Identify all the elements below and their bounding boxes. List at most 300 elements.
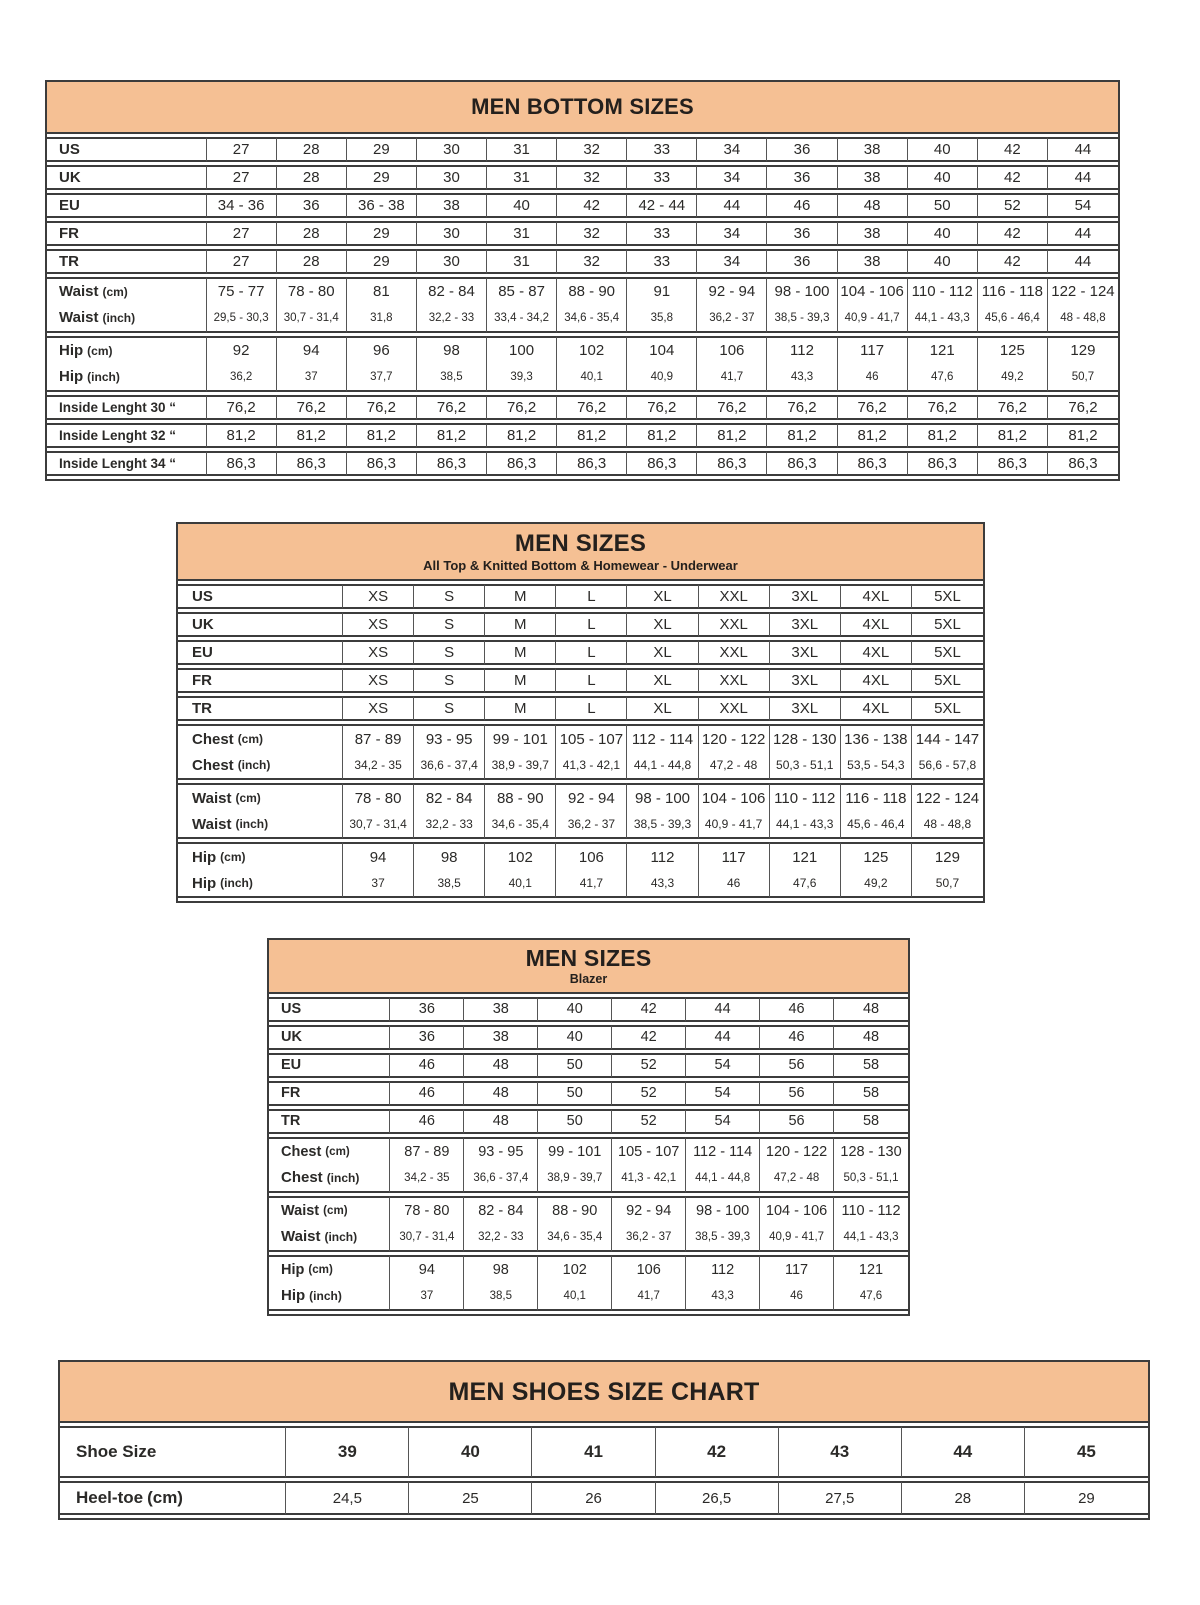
value-text: 48 - 48,8 [923,817,972,832]
value-cell [464,1196,538,1252]
value-text: 96 [373,342,390,360]
value-cell [770,783,841,839]
value-text: 136 - 138 [844,730,908,748]
value-cell: 86,3 [767,451,837,476]
row-label-cell [47,249,207,274]
value-text: 112 [790,342,814,360]
value-cell: 33 [627,165,697,190]
value-cell: 36 [767,137,837,162]
value-text: 38,9 - 39,7 [491,758,549,773]
row-label-cell [47,277,207,333]
value-cell: 81,2 [487,423,557,448]
value-cell [627,842,698,898]
table-title: MEN SIZES [525,945,652,971]
value-cell: 42 [612,997,686,1022]
value-cell: 86,3 [1048,451,1118,476]
row-label-cell [269,1025,390,1050]
row-label-cell [47,165,207,190]
value-cell: 46 [390,1109,464,1134]
row-label-unit: (cm) [147,1488,183,1507]
value-cell: 81,2 [1048,423,1118,448]
table-subtitle: Blazer [569,971,608,986]
row-label-unit: (cm) [87,343,113,358]
men-bottom-sizes-table [45,80,1120,481]
value-cell [908,336,978,392]
value-cell [699,783,770,839]
value-cell [390,1255,464,1311]
row-label-unit: (cm) [323,1204,348,1218]
value-cell: 86,3 [207,451,277,476]
value-text: 98 - 100 [774,283,830,301]
value-text: 122 - 124 [915,789,980,807]
value-cell [414,842,485,898]
row-label-text: Waist [281,1228,321,1246]
value-cell [612,1137,686,1193]
row-label-text: Hip [59,342,84,360]
value-text: 94 [369,848,387,866]
value-cell: 38 [838,165,908,190]
row-label-text: FR [192,672,212,690]
value-text: 36,2 [229,370,253,383]
value-cell [912,842,983,898]
table-row [269,1025,908,1050]
row-label-text: UK [192,616,214,634]
value-cell [414,724,485,780]
row-label-text: US [59,140,80,158]
value-text: 30,7 - 31,4 [349,817,407,832]
value-cell: 36 - 38 [347,193,417,218]
value-cell: 86,3 [627,451,697,476]
value-cell [1048,336,1118,392]
table-row [47,221,1118,246]
value-cell [686,1196,760,1252]
row-label-text: Waist [59,309,99,327]
value-cell: 28 [277,165,347,190]
row-label-text: UK [59,168,81,186]
value-cell: 42 [612,1025,686,1050]
value-text: 34,6 - 35,4 [491,817,549,832]
value-cell [487,277,557,333]
value-text: 30,7 - 31,4 [399,1230,455,1243]
value-text: 49,2 [864,876,888,891]
value-text: 98 [492,1261,509,1278]
value-cell: 48 [834,1025,908,1050]
value-cell: 25 [409,1481,532,1515]
value-text: 104 - 106 [840,283,904,301]
row-label-text: Chest [192,730,234,748]
value-cell [908,277,978,333]
row-label-cell [269,997,390,1022]
value-cell: S [414,612,485,637]
value-cell [485,783,556,839]
row-label-cell [47,221,207,246]
row-label-text: TR [192,700,212,718]
value-cell [207,277,277,333]
value-cell: 34 [697,137,767,162]
value-cell: L [556,696,627,721]
value-text: 106 [719,342,745,360]
value-cell [912,724,983,780]
value-text: 40,9 - 41,7 [769,1230,825,1243]
value-text: 40,9 - 41,7 [704,817,763,832]
value-cell: 36 [767,221,837,246]
value-text: 44,1 - 44,8 [695,1171,751,1184]
value-cell: M [485,584,556,609]
value-text: 31,8 [370,311,393,324]
row-label-text: Shoe Size [76,1442,157,1461]
value-text: 44,1 - 44,8 [633,758,692,773]
value-text: 88 - 90 [552,1202,598,1219]
value-text: 48 - 48,8 [1060,311,1106,324]
value-text: 30,7 - 31,4 [283,311,339,324]
value-cell: 76,2 [207,395,277,420]
value-text: 38,5 [437,876,461,891]
value-cell: 44 [1048,249,1118,274]
value-cell [612,1196,686,1252]
row-label-unit: (inch) [309,1288,342,1303]
value-text: 104 - 106 [701,789,766,807]
row-label-unit: (inch) [237,758,271,773]
value-text: 93 - 95 [478,1143,524,1160]
table-header [60,1362,1148,1423]
row-label-cell [269,1196,390,1252]
row-label-line [192,811,342,837]
row-label-unit: (inch) [324,1229,358,1244]
value-cell: 40 [487,193,557,218]
value-cell: S [414,584,485,609]
value-text: 50,7 [1071,370,1095,383]
table-row [47,249,1118,274]
value-cell: 81,2 [627,423,697,448]
value-cell: 26,5 [656,1481,779,1515]
value-cell [538,1196,612,1252]
value-text: 144 - 147 [915,730,980,748]
table-row [178,584,983,609]
value-cell [834,1255,908,1311]
row-label-cell [178,612,343,637]
value-cell [277,277,347,333]
value-cell: 86,3 [978,451,1048,476]
row-label-text: Chest [281,1143,322,1160]
row-label-line [281,1224,389,1250]
value-cell: XS [343,640,414,665]
value-text: 40,1 [508,876,532,891]
value-cell: 4XL [841,696,912,721]
value-text: 98 - 100 [634,789,691,807]
row-label-text: Waist [192,789,232,807]
value-text: 116 - 118 [981,283,1043,301]
value-text: 110 - 112 [911,283,973,301]
row-label-cell [178,724,343,780]
value-text: 106 [578,848,604,866]
value-text: 104 - 106 [765,1202,828,1219]
value-cell: 33 [627,137,697,162]
table-row [269,1137,908,1193]
value-cell: 44 [1048,137,1118,162]
value-cell: 52 [612,1109,686,1134]
row-label-cell [178,696,343,721]
value-cell: XL [627,696,698,721]
value-text: 82 - 84 [428,283,475,301]
value-text: 45,6 - 46,4 [847,817,905,832]
table-row [178,842,983,898]
row-label-cell [269,1109,390,1134]
value-cell [978,336,1048,392]
row-label-cell [269,1081,390,1106]
value-text: 50,3 - 51,1 [776,758,834,773]
row-label-line [192,752,342,778]
value-cell: 28 [277,221,347,246]
row-label-text: FR [281,1085,301,1102]
value-cell [556,842,627,898]
value-cell: XXL [699,640,770,665]
value-cell: 4XL [841,612,912,637]
value-cell: L [556,668,627,693]
value-cell: 50 [538,1109,612,1134]
table-row [47,451,1118,476]
row-label-cell [47,395,207,420]
value-text: 46 [726,876,741,891]
value-cell: 3XL [770,640,841,665]
value-cell: 5XL [912,696,983,721]
row-label-unit: (cm) [237,732,264,747]
value-text: 82 - 84 [478,1202,524,1219]
value-cell: XS [343,668,414,693]
value-cell: 32 [557,221,627,246]
value-text: 49,2 [1001,370,1024,383]
table-row [47,277,1118,333]
value-cell: 81,2 [207,423,277,448]
value-cell: 81,2 [978,423,1048,448]
row-label-cell [178,668,343,693]
value-cell [697,277,767,333]
row-label-text: Waist [59,283,99,301]
value-cell: 42 [978,221,1048,246]
value-cell: 38 [417,193,487,218]
value-cell [414,783,485,839]
value-cell: 76,2 [908,395,978,420]
value-cell [557,277,627,333]
value-cell: 30 [417,165,487,190]
value-cell: XXL [699,584,770,609]
value-cell: 44 [697,193,767,218]
value-cell [612,1255,686,1311]
table-row [178,668,983,693]
value-cell: 81,2 [277,423,347,448]
value-cell: XL [627,640,698,665]
row-label-text: TR [281,1113,301,1130]
value-cell [627,783,698,839]
value-text: 36,2 - 37 [567,817,616,832]
row-label-text: Inside Lenght 30 “ [59,399,177,415]
value-text: 36,2 - 37 [709,311,755,324]
value-cell [838,277,908,333]
value-text: 41,7 [637,1289,660,1302]
value-cell [627,336,697,392]
value-text: 104 [649,342,675,360]
value-text: 100 [509,342,535,360]
value-cell: XL [627,612,698,637]
value-text: 38,5 - 39,3 [633,817,692,832]
value-cell: 81,2 [557,423,627,448]
value-cell: M [485,640,556,665]
value-cell [841,724,912,780]
row-label-unit: (cm) [325,1145,350,1159]
value-cell: 76,2 [627,395,697,420]
value-cell: 58 [834,1053,908,1078]
value-text: 37,7 [370,370,393,383]
value-cell: 76,2 [767,395,837,420]
value-cell: 36 [390,997,464,1022]
value-text: 106 [636,1261,661,1278]
value-text: 112 - 114 [693,1143,753,1160]
value-cell: 29 [347,165,417,190]
value-text: 37 [420,1289,434,1302]
value-cell: XL [627,668,698,693]
value-text: 47,2 - 48 [773,1171,820,1184]
table-row [47,165,1118,190]
row-label-cell [178,584,343,609]
value-text: 117 [860,342,885,360]
value-text: 110 - 112 [774,789,836,807]
value-cell: 54 [686,1081,760,1106]
value-text: 122 - 124 [1051,283,1115,301]
table-row [47,423,1118,448]
value-text: 102 [507,848,533,866]
row-label-text: Inside Lenght 32 “ [59,427,177,443]
value-cell [464,1255,538,1311]
value-text: 38,5 - 39,3 [695,1230,751,1243]
value-text: 41,3 - 42,1 [621,1171,677,1184]
value-cell [417,336,487,392]
value-cell: 81,2 [347,423,417,448]
row-label-text: Inside Lenght 34 “ [59,455,177,471]
row-label-text: Hip [59,368,84,386]
value-cell: 44 [686,1025,760,1050]
value-cell: 58 [834,1109,908,1134]
value-text: 50,3 - 51,1 [843,1171,899,1184]
table-row [178,640,983,665]
value-cell: 42 - 44 [627,193,697,218]
value-cell: S [414,640,485,665]
row-label-unit: (cm) [220,850,246,865]
value-cell [464,1137,538,1193]
value-cell: 40 [538,1025,612,1050]
value-cell: 4XL [841,668,912,693]
value-cell: 4XL [841,640,912,665]
table-row [60,1481,1148,1515]
row-label-unit: (cm) [102,284,128,299]
value-cell: 54 [686,1053,760,1078]
value-cell [627,724,698,780]
value-text: 128 - 130 [773,730,837,748]
value-cell: XXL [699,668,770,693]
value-cell: 48 [464,1053,538,1078]
value-text: 81 [373,283,390,301]
value-cell: 81,2 [838,423,908,448]
value-text: 92 - 94 [708,283,756,301]
value-text: 32,2 - 33 [425,817,473,832]
value-cell [686,1137,760,1193]
value-cell: 38 [838,137,908,162]
value-text: 50,7 [935,876,960,891]
value-text: 38,5 - 39,3 [774,311,830,324]
value-cell [277,336,347,392]
value-text: 41,3 - 42,1 [562,758,621,773]
value-text: 47,6 [931,370,954,383]
value-text: 43,3 [650,876,675,891]
value-text: 40,1 [580,370,603,383]
value-text: 34,2 - 35 [354,758,402,773]
value-text: 102 [562,1261,587,1278]
value-cell: 86,3 [487,451,557,476]
row-label-line [281,1165,389,1191]
value-cell [767,277,837,333]
value-cell: 24,5 [286,1481,409,1515]
row-label-line [281,1139,389,1165]
value-text: 129 [1070,342,1096,360]
value-cell: 27 [207,249,277,274]
value-cell: 76,2 [697,395,767,420]
row-label-text: EU [59,196,80,214]
value-cell: 42 [557,193,627,218]
value-text: 82 - 84 [425,789,473,807]
value-cell: 42 [978,165,1048,190]
value-cell: 3XL [770,612,841,637]
value-cell: 81,2 [908,423,978,448]
value-cell: 50 [538,1081,612,1106]
value-text: 94 [302,342,320,360]
value-cell [538,1255,612,1311]
table-row [47,193,1118,218]
men-shoes-size-table [58,1360,1150,1520]
value-text: 117 [785,1261,809,1278]
value-cell: 33 [627,249,697,274]
value-cell [699,724,770,780]
row-label-line [192,785,342,811]
value-cell: 36 [390,1025,464,1050]
value-cell: 52 [978,193,1048,218]
table-subtitle: All Top & Knitted Bottom & Homewear - Underwear [423,557,738,573]
row-label-line [281,1283,389,1309]
table-title: MEN SIZES [514,530,647,557]
table-row [60,1426,1148,1478]
table-row [269,1081,908,1106]
value-text: 88 - 90 [568,283,616,301]
table-row [178,783,983,839]
row-label-text: EU [281,1057,302,1074]
value-cell: 32 [557,165,627,190]
value-text: 92 [232,342,250,360]
value-text: 112 - 114 [631,730,694,748]
value-text: 78 - 80 [404,1202,450,1219]
size-grid [60,1423,1148,1518]
row-label-cell [60,1426,286,1478]
value-cell [1048,277,1118,333]
value-cell: 43 [779,1426,902,1478]
value-cell [834,1137,908,1193]
value-cell: 46 [760,1025,834,1050]
value-text: 75 - 77 [217,283,265,301]
value-text: 102 [579,342,605,360]
value-text: 129 [934,848,960,866]
size-grid [269,994,908,1314]
table-row [178,612,983,637]
value-cell [770,842,841,898]
table-row [269,1053,908,1078]
value-cell [699,842,770,898]
value-cell: XS [343,584,414,609]
